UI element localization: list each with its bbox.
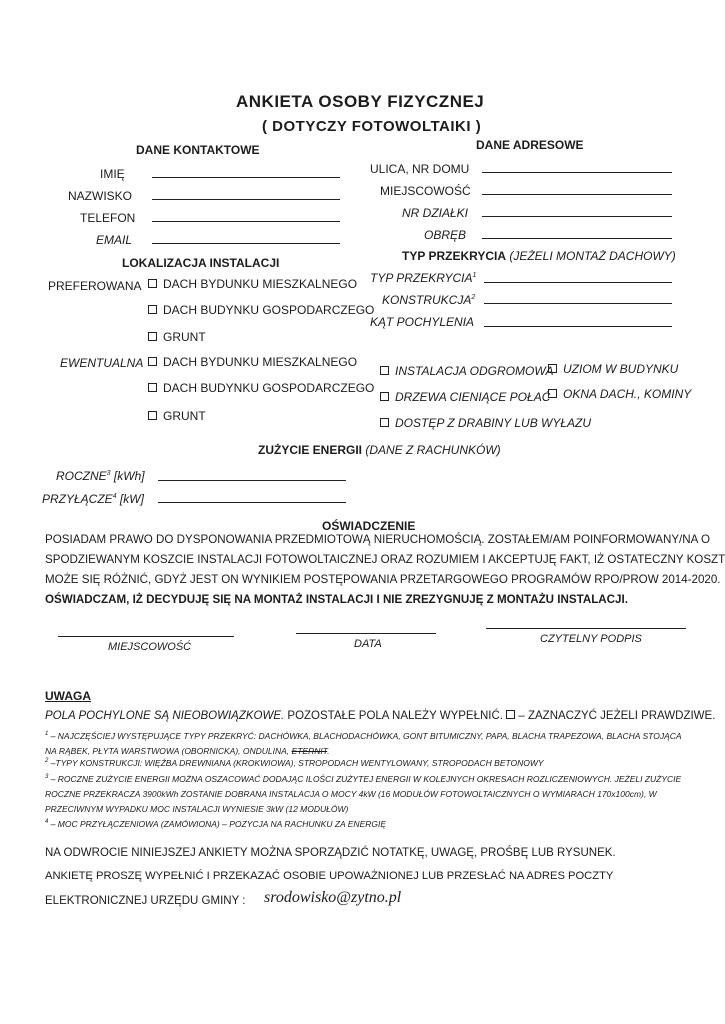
ewent-opt-grunt[interactable]: GRUNT [148, 409, 206, 423]
email-field[interactable] [152, 243, 340, 244]
pref-opt-gospodarczy[interactable]: DACH BUDYNKU GOSPODARCZEGO [148, 303, 374, 317]
contact-heading: DANE KONTAKTOWE [136, 143, 260, 157]
kat-pochylenia-label: KĄT POCHYLENIA [370, 315, 475, 329]
miejscowosc-field[interactable] [482, 194, 672, 195]
address-heading: DANE ADRESOWE [476, 138, 584, 152]
miejscowosc-signature-field[interactable] [58, 636, 234, 637]
nr-dzialki-label: NR DZIAŁKI [402, 206, 469, 220]
miejscowosc-label: MIEJSCOWOŚĆ [380, 184, 471, 198]
energy-heading: ZUŻYCIE ENERGII (DANE Z RACHUNKÓW) [258, 443, 501, 457]
note-2: $^2$ –TYPY KONSTRUKCJI: WIĘŹBA DREWNIANA (KROKWIOWA), STROPODACH WENTYLOWANY, STROPODACH BETONOWY [45, 757, 544, 768]
data-label: DATA [354, 638, 382, 650]
declaration-line-1: POSIADAM PRAWO DO DYSPONOWANIA PRZEDMIOTOWĄ NIERUCHOMOŚCIĄ. ZOSTAŁEM/AM POINFORMOWANY/NA O [45, 533, 710, 546]
nazwisko-label: NAZWISKO [68, 189, 133, 203]
obreb-label: OBRĘB [424, 228, 467, 242]
ulica-label: ULICA, NR DOMU [370, 162, 470, 176]
checkbox-icon[interactable] [148, 279, 157, 288]
obreb-field[interactable] [482, 238, 672, 239]
email-label: EMAIL [96, 233, 133, 247]
notes-intro: POLA POCHYLONE SĄ NIEOBOWIĄZKOWE. POZOSTAŁE POLA NALEŻY WYPEŁNIĆ. – ZAZNACZYĆ JEŻELI PRAWDZIWE. [45, 710, 716, 722]
data-field[interactable] [296, 633, 436, 634]
pref-opt-mieszkalny[interactable]: DACH BYDUNKU MIESZKALNEGO [148, 277, 357, 291]
roczne-label: ROCZNE$^3$ [kWh] [56, 469, 145, 483]
checkbox-icon[interactable] [380, 392, 389, 401]
checkbox-icon[interactable] [148, 332, 157, 341]
pref-opt-grunt[interactable]: GRUNT [148, 330, 206, 344]
declaration-heading: OŚWIADCZENIE [322, 519, 416, 533]
send-note-line-2: ELEKTRONICZNEJ URZĘDU GMINY : [45, 895, 246, 907]
nazwisko-field[interactable] [152, 199, 340, 200]
declaration-line-2: SPODZIEWANYM KOSZCIE INSTALACJI FOTOWOLTAICZNEJ ORAZ ROZUMIEM I AKCEPTUJĘ FAKT, IŻ OSTATECZNY KOSZT [45, 553, 725, 566]
reverse-note: NA ODWROCIE NINIEJSZEJ ANKIETY MOŻNA SPORZĄDZIĆ NOTATKĘ, UWAGĘ, PROŚBĘ LUB RYSUNEK. [45, 847, 616, 859]
typ-przekrycia-field[interactable] [484, 282, 672, 283]
kat-pochylenia-field[interactable] [484, 326, 672, 327]
checkbox-icon[interactable] [548, 364, 557, 373]
form-title: ANKIETA OSOBY FIZYCZNEJ [236, 92, 485, 111]
form-subtitle: ( DOTYCZY FOTOWOLTAIKI ) [262, 118, 482, 135]
contact-email-link[interactable]: srodowisko@zytno.pl [264, 889, 402, 906]
typ-przekrycia-label: TYP PRZEKRYCIA$^1$ [370, 271, 477, 285]
opt-dostep[interactable]: DOSTĘP Z DRABINY LUB WYŁAZU [380, 416, 591, 430]
opt-odgromowa[interactable]: INSTALACJA ODGROMOWA [380, 364, 553, 378]
ewentualna-label: EWENTUALNA [60, 356, 144, 370]
konstrukcja-field[interactable] [484, 303, 672, 304]
podpis-label: CZYTELNY PODPIS [540, 633, 642, 645]
checkbox-icon [506, 710, 515, 719]
ewent-opt-gospodarczy[interactable]: DACH BUDYNKU GOSPODARCZEGO [148, 381, 374, 395]
declaration-line-4: OŚWIADCZAM, IŻ DECYDUJĘ SIĘ NA MONTAŻ INSTALACJI I NIE ZREZYGNUJĘ Z MONTAŻU INSTALACJI. [45, 593, 628, 606]
notes-heading: UWAGA [45, 689, 91, 703]
ulica-field[interactable] [482, 172, 672, 173]
konstrukcja-label: KONSTRUKCJA$^2$ [382, 293, 476, 307]
note-1: $^1$ – NAJCZĘŚCIEJ WYSTĘPUJĄCE TYPY PRZEKRYĆ: DACHÓWKA, BLACHODACHÓWKA, GONT BITUMICZNY, PAPA, BLACHA TRAPEZOWA, BLACHA STOJĄCA NA RĄBEK, PŁYTA WARSTWOWA (OBORNICKA), ONDULINA, ETERNIT. [45, 730, 682, 756]
preferowana-label: PREFEROWANA [48, 279, 142, 293]
telefon-field[interactable] [152, 221, 340, 222]
checkbox-icon[interactable] [148, 357, 157, 366]
checkbox-icon[interactable] [380, 366, 389, 375]
send-note-line-1: ANKIETĘ PROSZĘ WYPEŁNIĆ I PRZEKAZAĆ OSOBIE UPOWAŻNIONEJ LUB PRZESŁAĆ NA ADRES POCZTY [45, 870, 614, 882]
opt-uziom[interactable]: UZIOM W BUDYNKU [548, 362, 678, 376]
imie-field[interactable] [152, 177, 340, 178]
roof-heading: TYP PRZEKRYCIA (JEŻELI MONTAŻ DACHOWY) [402, 249, 676, 263]
miejscowosc-signature-label: MIEJSCOWOŚĆ [108, 641, 192, 653]
declaration-line-3: MOŻE SIĘ RÓŻNIĆ, GDYŻ JEST ON WYNIKIEM POSTĘPOWANIA PRZETARGOWEGO PROGRAMÓW RPO/PROW 2014-2020. [45, 573, 721, 586]
opt-okna[interactable]: OKNA DACH., KOMINY [548, 387, 691, 401]
przylacze-label: PRZYŁĄCZE$^4$ [kW] [42, 492, 144, 506]
roczne-field[interactable] [158, 480, 346, 481]
checkbox-icon[interactable] [148, 383, 157, 392]
note-3: $^3$ – ROCZNE ZUŻYCIE ENERGII MOŻNA OSZACOWAĆ DODAJĄC ILOŚCI ZUŻYTEJ ENERGII W KOLEJNYCH OKRESACH ROZLICZENIOWYCH. JEŻELI ZUŻYCIE ROCZNE PRZEKRACZA 3900kWh ZOSTANIE DOBRANA INSTALACJA O MOCY 4kW (16 MODUŁÓW FOTOWOLTAICZNYCH O WYMIARACH 170x100cm), W PRZECIWNYM WYPADKU MOC INSTALACJI WYNIESIE 3kW (12 MODUŁÓW) [45, 773, 682, 814]
ewent-opt-mieszkalny[interactable]: DACH BYDUNKU MIESZKALNEGO [148, 355, 357, 369]
telefon-label: TELEFON [80, 211, 136, 225]
checkbox-icon[interactable] [548, 389, 557, 398]
przylacze-field[interactable] [158, 502, 346, 503]
note-4: $^4$ – MOC PRZYŁĄCZENIOWA (ZAMÓWIONA) – POZYCJA NA RACHUNKU ZA ENERGIĘ [45, 818, 387, 829]
imie-label: IMIĘ [100, 167, 125, 181]
checkbox-icon[interactable] [148, 305, 157, 314]
checkbox-icon[interactable] [380, 418, 389, 427]
opt-drzewa[interactable]: DRZEWA CIENIĄCE POŁAĆ [380, 390, 550, 404]
podpis-field[interactable] [486, 628, 686, 629]
location-heading: LOKALIZACJA INSTALACJI [122, 256, 280, 270]
checkbox-icon[interactable] [148, 411, 157, 420]
nr-dzialki-field[interactable] [482, 216, 672, 217]
